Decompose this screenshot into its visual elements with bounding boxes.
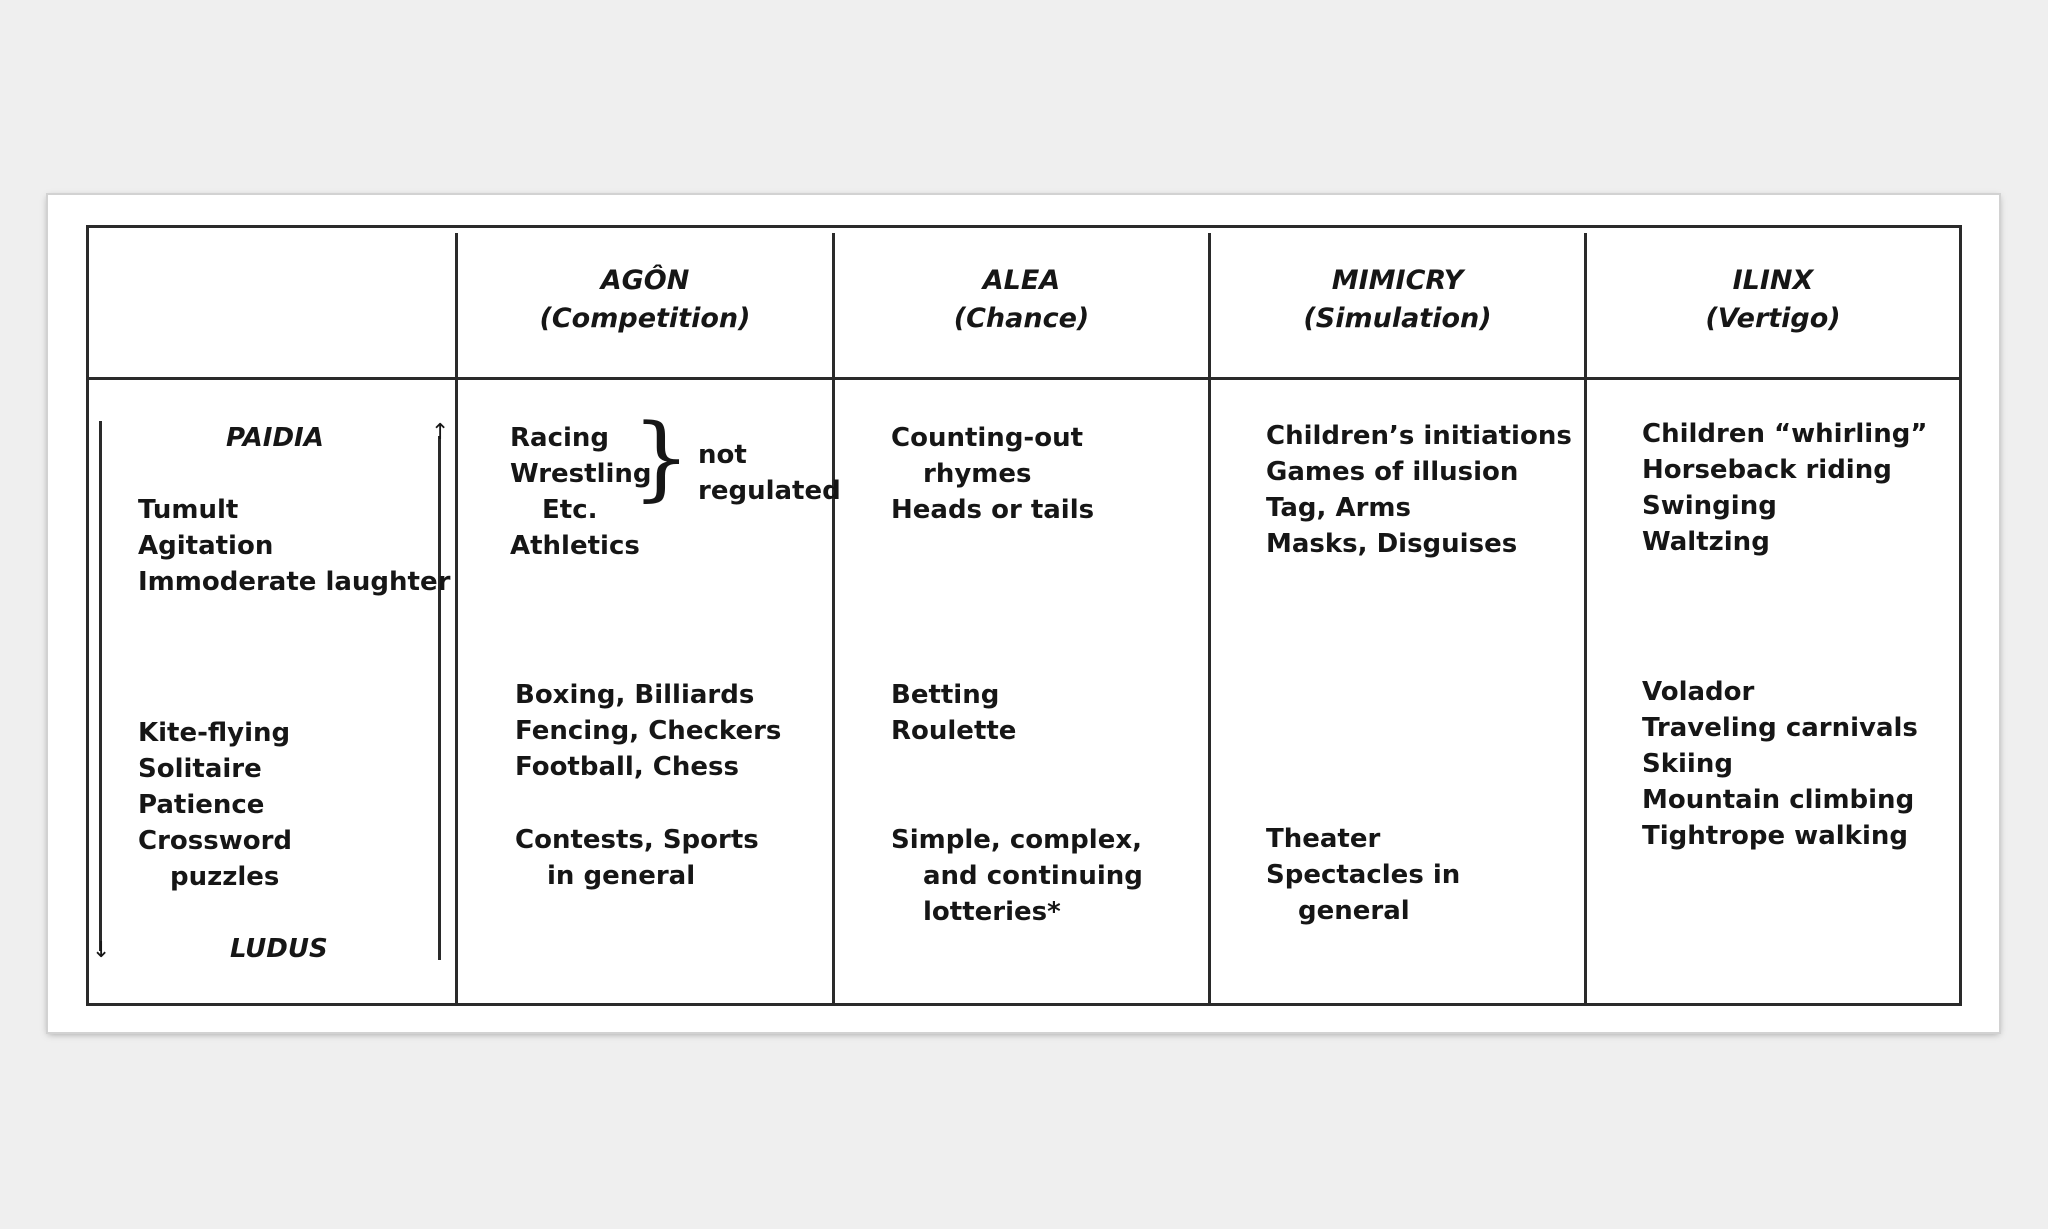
ludus-label: LUDUS: [230, 934, 328, 964]
down-arrow-icon: ↓: [92, 938, 111, 963]
side-item: Crossword: [138, 826, 293, 856]
header-alea-sub: (Chance): [953, 303, 1090, 334]
alea-group-3: [891, 822, 1143, 930]
agon-note-line: regulated: [698, 476, 841, 506]
header-ilinx-name: ILINX: [1732, 265, 1814, 296]
column-divider: [1584, 233, 1587, 1003]
header-divider: [89, 377, 1959, 380]
ilinx-item: Swinging: [1642, 491, 1777, 521]
header-agon-name: AGÔN: [600, 265, 690, 296]
ilinx-item: Waltzing: [1642, 527, 1770, 557]
side-item: Immoderate laughter: [138, 567, 451, 597]
alea-item: Heads or tails: [891, 495, 1095, 525]
ilinx-item: Horseback riding: [1642, 455, 1892, 485]
mimicry-group-1: [1266, 418, 1572, 562]
alea-item: Simple, complex,: [891, 825, 1142, 855]
header-mimicry-name: MIMICRY: [1331, 265, 1464, 296]
agon-item: Wrestling: [510, 459, 652, 489]
agon-group-3: [515, 822, 759, 894]
header-mimicry-sub: (Simulation): [1303, 303, 1492, 334]
header-mimicry: [1211, 262, 1584, 338]
agon-item: Contests, Sports: [515, 825, 759, 855]
header-ilinx: [1587, 262, 1959, 338]
agon-group-2: [515, 677, 781, 785]
paidia-examples: [138, 492, 450, 600]
ilinx-group-2: [1642, 674, 1918, 854]
side-item: Tumult: [138, 495, 239, 525]
agon-item: in general: [547, 861, 696, 891]
agon-item: Racing: [510, 423, 610, 453]
alea-item: and continuing: [923, 861, 1143, 891]
side-item: Solitaire: [138, 754, 262, 784]
agon-item: Football, Chess: [515, 752, 739, 782]
alea-group-2: [891, 677, 1016, 749]
ilinx-item: Volador: [1642, 677, 1755, 707]
brace-icon: }: [632, 404, 691, 511]
header-alea: [835, 262, 1208, 338]
mimicry-item: Children’s initiations: [1266, 421, 1572, 451]
column-divider: [832, 233, 835, 1003]
ilinx-item: Mountain climbing: [1642, 785, 1915, 815]
header-ilinx-sub: (Vertigo): [1705, 303, 1841, 334]
alea-group-1: [891, 420, 1094, 528]
ilinx-group-1: [1642, 416, 1927, 560]
column-divider: [455, 233, 458, 1003]
alea-item: lotteries*: [923, 897, 1061, 927]
side-item: puzzles: [170, 862, 280, 892]
agon-note: [698, 437, 841, 509]
header-agon-sub: (Competition): [539, 303, 751, 334]
ilinx-item: Tightrope walking: [1642, 821, 1908, 851]
alea-item: Roulette: [891, 716, 1017, 746]
mimicry-item: Masks, Disguises: [1266, 529, 1518, 559]
mimicry-item: Theater: [1266, 824, 1381, 854]
agon-item: Fencing, Checkers: [515, 716, 782, 746]
alea-item: Counting-out: [891, 423, 1084, 453]
down-arrow-line: [99, 421, 102, 951]
agon-item: Boxing, Billiards: [515, 680, 755, 710]
agon-note-line: not: [698, 440, 747, 470]
ilinx-item: Skiing: [1642, 749, 1733, 779]
mimicry-group-3: [1266, 821, 1460, 929]
mimicry-item: Tag, Arms: [1266, 493, 1411, 523]
ludus-examples: [138, 715, 292, 895]
ilinx-item: Children “whirling”: [1642, 419, 1928, 449]
ilinx-item: Traveling carnivals: [1642, 713, 1918, 743]
header-agon: [458, 262, 832, 338]
side-item: Agitation: [138, 531, 274, 561]
side-item: Kite-flying: [138, 718, 291, 748]
mimicry-item: general: [1298, 896, 1410, 926]
side-item: Patience: [138, 790, 265, 820]
up-arrow-icon: ↑: [431, 420, 450, 445]
mimicry-item: Spectacles in: [1266, 860, 1461, 890]
paidia-label: PAIDIA: [226, 423, 324, 453]
agon-item: Athletics: [510, 531, 640, 561]
alea-item: rhymes: [923, 459, 1032, 489]
header-alea-name: ALEA: [982, 265, 1061, 296]
agon-group-1: [510, 420, 652, 564]
agon-item: Etc.: [542, 495, 598, 525]
mimicry-item: Games of illusion: [1266, 457, 1519, 487]
alea-item: Betting: [891, 680, 1000, 710]
column-divider: [1208, 233, 1211, 1003]
